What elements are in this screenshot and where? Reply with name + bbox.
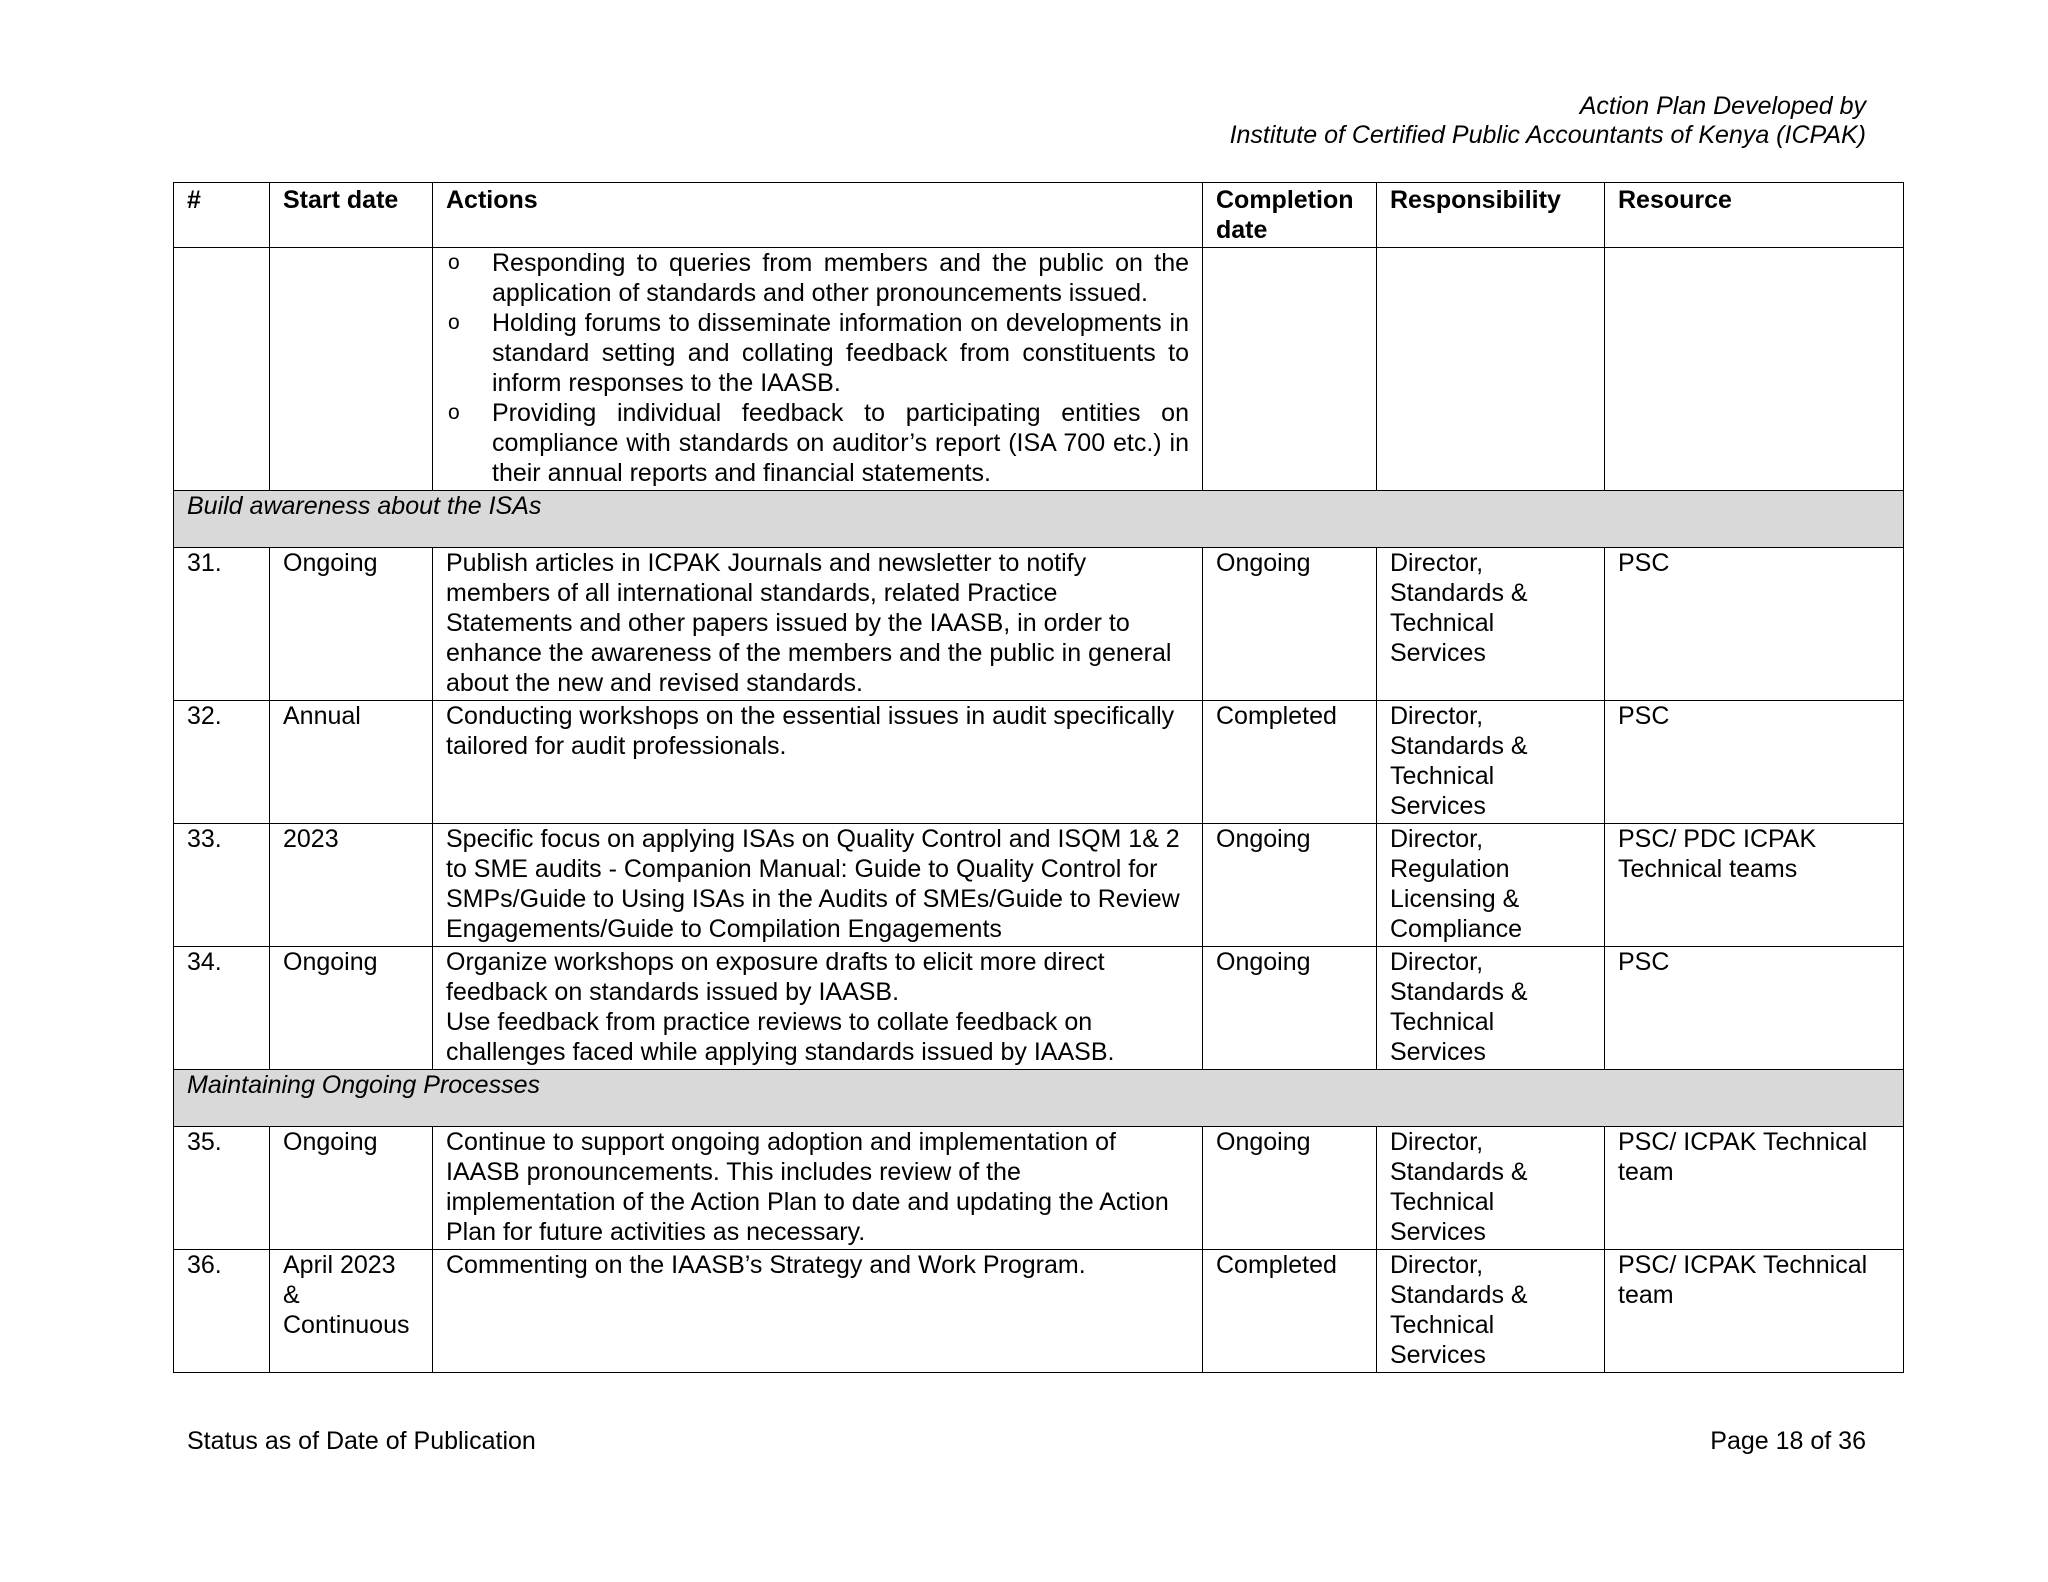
cell-number: [174, 248, 270, 491]
column-header-responsibility: Responsibility: [1377, 183, 1605, 248]
column-header-number: #: [174, 183, 270, 248]
cell-actions: Commenting on the IAASB’s Strategy and Work Program.: [433, 1250, 1203, 1373]
cell-resource: PSC/ ICPAK Technical team: [1605, 1127, 1904, 1250]
cell-actions: Conducting workshops on the essential issues in audit specifically tailored for audit professionals.: [433, 701, 1203, 824]
table-header-row: [174, 183, 1904, 248]
table-row-continuation: [174, 248, 1904, 491]
cell-actions: Specific focus on applying ISAs on Quality Control and ISQM 1& 2 to SME audits - Companion Manual: Guide to Quality Control for SMPs/Guide to Using ISAs in the Audits of SMEs/Guide to Review Engagements/Guide to Compilation Engagements: [433, 824, 1203, 947]
cell-completion-date: Completed: [1203, 701, 1377, 824]
column-header-start-date: Start date: [270, 183, 433, 248]
footer-status: Status as of Date of Publication: [187, 1427, 536, 1455]
table-row: [174, 548, 1904, 701]
cell-responsibility: Director, Standards & Technical Services: [1377, 1250, 1605, 1373]
header-line-2: Institute of Certified Public Accountants of Kenya (ICPAK): [1229, 121, 1866, 149]
action-paragraph: Use feedback from practice reviews to collate feedback on challenges faced while applying standards issued by IAASB.: [446, 1008, 1115, 1066]
cell-resource: [1605, 248, 1904, 491]
document-header: [1230, 92, 1866, 150]
actions-bullet-list: [446, 248, 1189, 488]
cell-resource: PSC: [1605, 701, 1904, 824]
cell-completion-date: Ongoing: [1203, 947, 1377, 1070]
table-row: [174, 824, 1904, 947]
cell-actions: Publish articles in ICPAK Journals and newsletter to notify members of all international standards, related Practice Statements and other papers issued by the IAASB, in order to enhance the awareness of the members and the public in general about the new and revised standards.: [433, 548, 1203, 701]
column-header-actions: Actions: [433, 183, 1203, 248]
footer-page-number: Page 18 of 36: [1710, 1427, 1866, 1455]
cell-resource: PSC: [1605, 548, 1904, 701]
cell-completion-date: Ongoing: [1203, 548, 1377, 701]
cell-number: 36.: [174, 1250, 270, 1373]
cell-actions: [433, 248, 1203, 491]
section-header-row: [174, 1070, 1904, 1127]
cell-responsibility: Director, Regulation Licensing & Compliance: [1377, 824, 1605, 947]
table-row: [174, 1250, 1904, 1373]
action-plan-table: [173, 182, 1904, 1373]
cell-responsibility: [1377, 248, 1605, 491]
cell-responsibility: Director, Standards & Technical Services: [1377, 701, 1605, 824]
cell-start-date: Annual: [270, 701, 433, 824]
cell-completion-date: Completed: [1203, 1250, 1377, 1373]
cell-responsibility: Director, Standards & Technical Services: [1377, 947, 1605, 1070]
table-row: [174, 701, 1904, 824]
bullet-item: o Providing individual feedback to participating entities on compliance with standards on auditor’s report (ISA 700 etc.) in their annual reports and financial statements.: [446, 398, 1189, 488]
cell-number: 33.: [174, 824, 270, 947]
cell-resource: PSC/ PDC ICPAK Technical teams: [1605, 824, 1904, 947]
cell-start-date: 2023: [270, 824, 433, 947]
section-header-row: [174, 491, 1904, 548]
section-title: Maintaining Ongoing Processes: [174, 1070, 1904, 1127]
section-title: Build awareness about the ISAs: [174, 491, 1904, 548]
cell-completion-date: Ongoing: [1203, 1127, 1377, 1250]
bullet-item: o Responding to queries from members and the public on the application of standards and other pronouncements issued.: [446, 248, 1189, 308]
cell-resource: PSC/ ICPAK Technical team: [1605, 1250, 1904, 1373]
cell-number: 34.: [174, 947, 270, 1070]
cell-number: 35.: [174, 1127, 270, 1250]
cell-completion-date: [1203, 248, 1377, 491]
cell-number: 31.: [174, 548, 270, 701]
cell-responsibility: Director, Standards & Technical Services: [1377, 548, 1605, 701]
cell-start-date: [270, 248, 433, 491]
table-row: [174, 947, 1904, 1070]
bullet-item: o Holding forums to disseminate information on developments in standard setting and collating feedback from constituents to inform responses to the IAASB.: [446, 308, 1189, 398]
cell-start-date: April 2023 & Continuous: [270, 1250, 433, 1373]
cell-responsibility: Director, Standards & Technical Services: [1377, 1127, 1605, 1250]
cell-actions: [433, 947, 1203, 1070]
table-row: [174, 1127, 1904, 1250]
cell-start-date: Ongoing: [270, 947, 433, 1070]
cell-completion-date: Ongoing: [1203, 824, 1377, 947]
column-header-resource: Resource: [1605, 183, 1904, 248]
cell-start-date: Ongoing: [270, 548, 433, 701]
cell-actions: Continue to support ongoing adoption and implementation of IAASB pronouncements. This includes review of the implementation of the Action Plan to date and updating the Action Plan for future activities as necessary.: [433, 1127, 1203, 1250]
cell-start-date: Ongoing: [270, 1127, 433, 1250]
column-header-completion-date: Completion date: [1203, 183, 1377, 248]
cell-number: 32.: [174, 701, 270, 824]
action-paragraph: Organize workshops on exposure drafts to elicit more direct feedback on standards issued by IAASB.: [446, 948, 1105, 1006]
header-line-1: Action Plan Developed by: [1579, 92, 1866, 120]
cell-resource: PSC: [1605, 947, 1904, 1070]
